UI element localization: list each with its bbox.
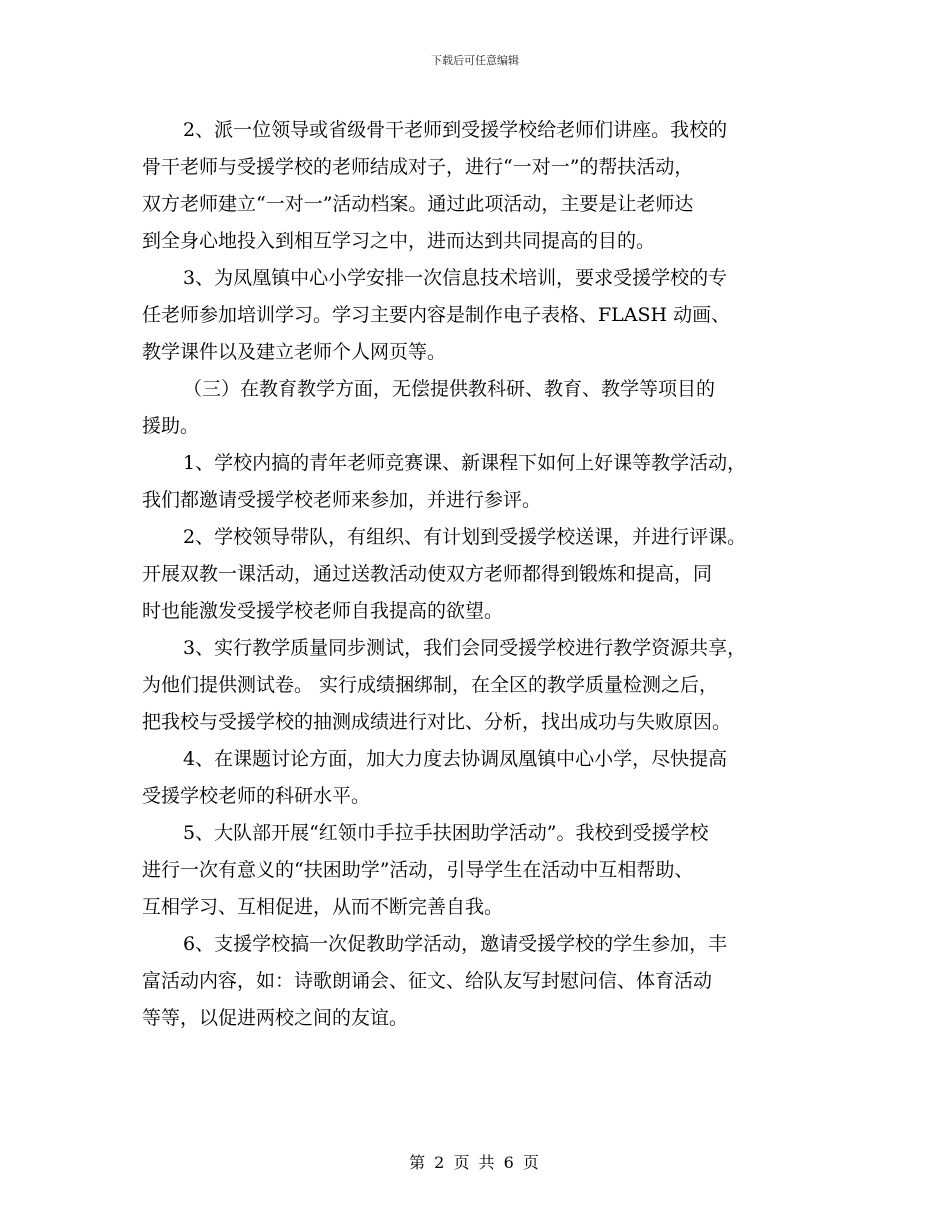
text-line: 时也能激发受援学校老师自我提高的欲望。 [142, 600, 504, 622]
text-line: 2、学校领导带队，有组织、有计划到受援学校送课，并进行评课。 [183, 526, 747, 548]
text-line: 富活动内容，如：诗歌朗诵会、征文、给队友写封慰问信、体育活动 [142, 970, 713, 992]
text-line: （三）在教育教学方面，无偿提供教科研、教育、教学等项目的 [183, 378, 716, 400]
text-line: 我们都邀请受援学校老师来参加，并进行参评。 [142, 489, 542, 511]
text-line: 到全身心地投入到相互学习之中，进而达到共同提高的目的。 [142, 230, 656, 252]
text-line: 2、派一位领导或省级骨干老师到受援学校给老师们讲座。我校的 [183, 119, 728, 141]
text-line: 1、学校内搞的青年老师竞赛课、新课程下如何上好课等教学活动， [183, 452, 747, 474]
text-line: 互相学习、互相促进，从而不断完善自我。 [142, 896, 504, 918]
text-line: 3、为凤凰镇中心小学安排一次信息技术培训，要求受援学校的专 [183, 267, 728, 289]
text-line: 6、支援学校搞一次促教助学活动，邀请受援学校的学生参加，丰 [183, 933, 728, 955]
text-line: 等等，以促进两校之间的友谊。 [142, 1007, 409, 1029]
text-line: 受援学校老师的科研水平。 [142, 785, 371, 807]
text-line: 开展双教一课活动，通过送教活动使双方老师都得到锻炼和提高，同 [142, 563, 713, 585]
document-body [142, 112, 842, 1037]
text-line: 援助。 [142, 415, 200, 437]
text-line: 4、在课题讨论方面，加大力度去协调凤凰镇中心小学，尽快提高 [183, 748, 728, 770]
page-number-footer: 第 2 页 共 6 页 [409, 1153, 541, 1172]
text-line: 进行一次有意义的“扶困助学”活动，引导学生在活动中互相帮助、 [142, 859, 694, 881]
text-line: 教学课件以及建立老师个人网页等。 [142, 341, 447, 363]
text-line: 为他们提供测试卷。 实行成绩捆绑制，在全区的教学质量检测之后， [142, 674, 719, 696]
text-line: 把我校与受援学校的抽测成绩进行对比、分析，找出成功与失败原因。 [142, 711, 732, 733]
text-line: 3、实行教学质量同步测试，我们会同受援学校进行教学资源共享， [183, 637, 747, 659]
text-line: 5、大队部开展“红领巾手拉手扶困助学活动”。我校到受援学校 [183, 822, 709, 844]
text-line: 任老师参加培训学习。学习主要内容是制作电子表格、FLASH 动画、 [142, 304, 731, 326]
text-line: 双方老师建立“一对一”活动档案。通过此项活动，主要是让老师达 [142, 193, 694, 215]
text-line: 骨干老师与受援学校的老师结成对子，进行“一对一”的帮扶活动， [142, 156, 694, 178]
page-header: 下载后可任意编辑 [431, 54, 519, 67]
